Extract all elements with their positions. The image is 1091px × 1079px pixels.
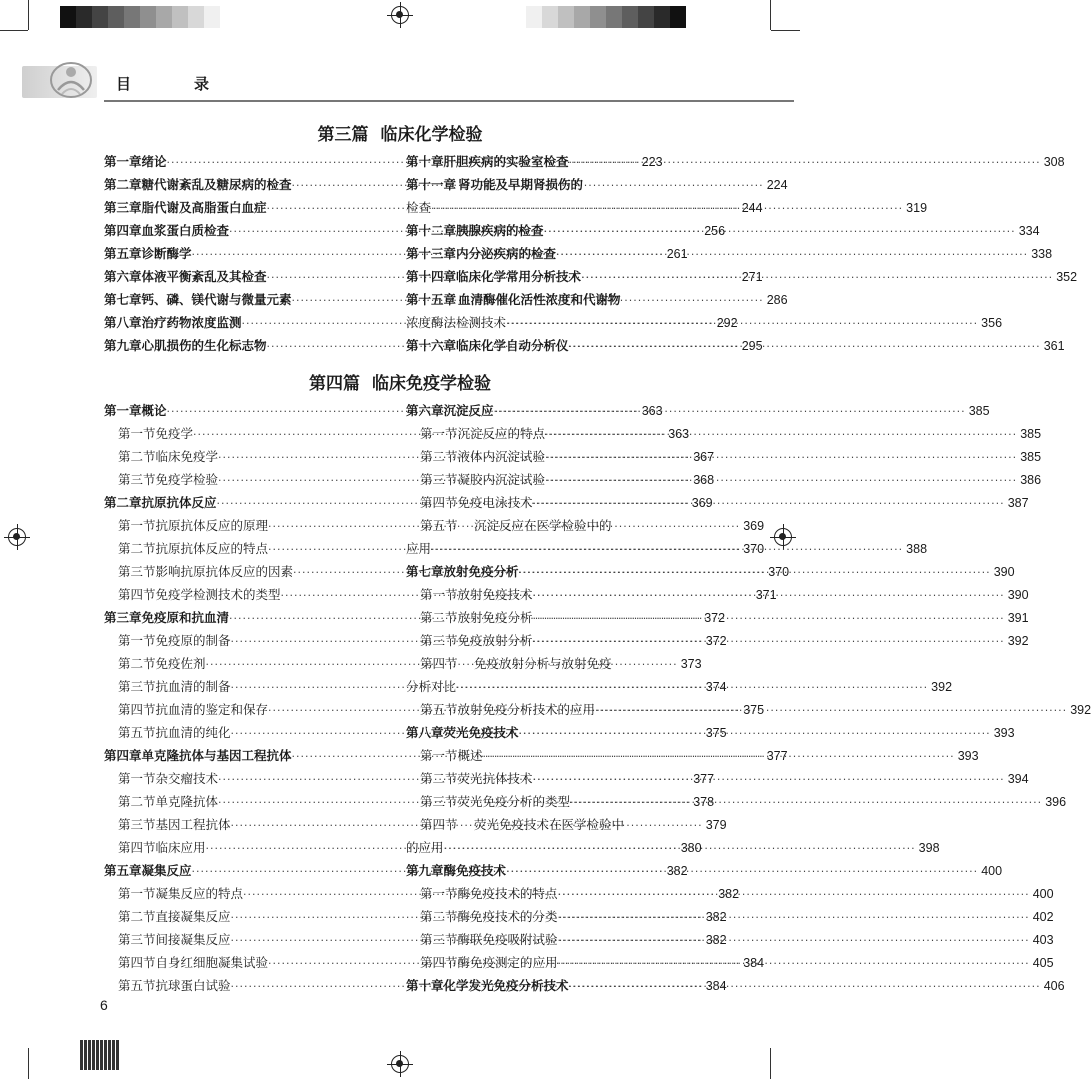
entry-label: 第五节 [420,702,458,717]
part-name: 临床免疫学检验 [372,374,491,394]
entry-label: 第三节 [118,817,156,832]
entry-label: 第二节 [118,909,156,924]
leader-dots [506,312,978,335]
entry-title: 糖代谢紊乱及糖尿病的检查 [141,177,292,192]
entry-title: 肝胆疾病的实验室检查 [443,154,569,169]
entry-label: 第七章 [104,292,142,307]
entry-title: 体液平衡紊乱及其检查 [141,269,267,284]
leader-dots [456,676,928,699]
entry-label: 第二章 [104,177,142,192]
entry-label: 第一节 [420,587,458,602]
entry-title: 放射免疫技术 [457,587,533,602]
leader-dots [533,607,1005,630]
entry-page-number: 384 [705,979,727,993]
entry-title: 治疗药物浓度监测 [141,315,242,330]
entry-title: 免疫原和抗血清 [141,610,230,625]
entry-title: 概论 [141,403,167,418]
entry-page-number: 369 [691,496,713,510]
entry-title: 胰腺疾病的检查 [456,223,544,238]
entry-title: 酶免疫技术的特点 [457,886,558,901]
entry-page-number: 319 [906,201,928,215]
crop-mark [771,30,800,31]
entry-title: 单克隆抗体 [155,794,219,809]
entry-title: 自身红细胞凝集试验 [155,955,269,970]
leader-dots [533,768,1005,791]
entry-label: 第一节 [118,426,156,441]
bottom-trim-bars [80,1040,120,1070]
crop-mark [0,30,28,31]
entry-page-number: 382 [705,933,727,947]
entry-page-number: 391 [1007,611,1029,625]
leader-dots [569,335,1041,358]
entry-page-number: 223 [641,155,663,169]
entry-title: 肾功能及早期肾损伤的 [458,177,584,192]
entry-title: 凝集反应 [141,863,192,878]
entry-label: 第二节 [118,449,156,464]
entry-label: 第六章 [104,269,142,284]
entry-page-number: 368 [693,473,715,487]
entry-label: 第五章 [104,246,142,261]
entry-title: 杂交瘤技术 [155,771,219,786]
entry-title: 抗球蛋白试验 [155,978,231,993]
entry-title: 免疫放射分析 [457,633,533,648]
entry-page-number: 385 [1020,450,1042,464]
entry-page-number: 375 [743,703,765,717]
entry-label: 第十五章 [406,292,457,307]
entry-label: 第四章 [104,223,142,238]
entry-title: 免疫学 [155,426,194,441]
entry-title: 单克隆抗体与基因工程抗体 [141,748,292,763]
leader-dots [431,197,903,220]
entry-page-number: 261 [666,247,688,261]
entry-label: 第三节 [118,564,156,579]
entry-title: 钙、磷、镁代谢与微量元素 [141,292,292,307]
entry-title: 免疫原的制备 [155,633,231,648]
entry-label: 第九章 [104,338,142,353]
entry-page-number: 352 [1056,270,1078,284]
entry-title: 诊断酶学 [141,246,192,261]
entry-page-number: 400 [1032,887,1054,901]
entry-page-number: 292 [716,316,738,330]
entry-title: 脂代谢及高脂蛋白血症 [141,200,267,215]
entry-label: 第七章 [406,564,444,579]
entry-page-number: 384 [743,956,765,970]
toc-section-entry[interactable] [406,422,1042,445]
entry-label: 第二节 [118,794,156,809]
entry-label: 第一节 [420,886,458,901]
entry-title: 影响抗原抗体反应的因素 [155,564,294,579]
entry-title: 免疫放射分析与放射免疫 [474,656,612,671]
entry-title: 抗血清的纯化 [155,725,231,740]
entry-page-number: 390 [993,565,1015,579]
entry-page-number: 386 [1020,473,1042,487]
entry-page-number: 392 [1007,634,1029,648]
entry-page-number: 392 [1070,703,1091,717]
book-logo-icon [48,60,94,100]
entry-page-number: 400 [981,864,1003,878]
entry-title: 酶免疫技术 [443,863,507,878]
entry-title: 临床免疫学 [155,449,219,464]
entry-title: 荧光免疫技术在医学检验中 [474,817,625,832]
entry-label: 第一章 [104,403,142,418]
leader-dots [558,906,1030,929]
entry-label: 第四节 [420,495,458,510]
crop-mark [28,1048,29,1079]
entry-title: 放射免疫分析技术的应用 [457,702,596,717]
leader-dots [570,791,1042,814]
entry-title: 心肌损伤的生化标志物 [141,338,267,353]
entry-label: 第十二章 [406,223,457,238]
entry-title: 抗原抗体反应的特点 [155,541,269,556]
entry-page-number: 385 [1020,427,1042,441]
entry-label: 第二节 [420,449,458,464]
entry-label: 第二章 [104,495,142,510]
registration-mark-top-icon [391,6,409,24]
leader-dots [533,630,1005,653]
color-calibration-strip-left [60,6,220,28]
entry-page-number: 371 [755,588,777,602]
entry-label: 第四节 [118,840,156,855]
entry-label: 第八章 [406,725,444,740]
entry-title: 凝胶内沉淀试验 [457,472,546,487]
entry-label: 第二节 [420,771,458,786]
entry-title: 荧光免疫技术 [443,725,519,740]
entry-page-number: 375 [705,726,727,740]
entry-page-number: 402 [1032,910,1054,924]
entry-label: 第十六章 [406,338,457,353]
entry-page-number: 372 [704,611,726,625]
entry-label: 第三节 [420,932,458,947]
entry-label: 第六章 [406,403,444,418]
entry-label: 第五节 [118,978,156,993]
entry-title: 酶免疫技术的分类 [457,909,558,924]
leader-dots [545,469,1017,492]
entry-page-number: 388 [906,542,928,556]
crop-mark [770,0,771,30]
entry-label: 第十三章 [406,246,457,261]
leader-dots [544,220,1016,243]
entry-page-number: 370 [768,565,790,579]
entry-page-number: 271 [741,270,763,284]
entry-label: 第三节 [420,633,458,648]
entry-title: 应用 [406,541,432,556]
entry-title: 放射免疫分析 [457,610,533,625]
entry-page-number: 380 [680,841,702,855]
entry-label: 第五节 [118,725,156,740]
entry-label: 第十一章 [406,177,457,192]
entry-label: 第一节 [118,633,156,648]
entry-label: 第四节 [420,817,458,832]
entry-title: 抗血清的鉴定和保存 [155,702,269,717]
entry-title: 化学发光免疫分析技术 [443,978,569,993]
entry-page-number: 393 [957,749,979,763]
entry-page-number: 394 [1007,772,1029,786]
entry-label: 第二节 [118,541,156,556]
leader-dots [494,400,966,423]
leader-dots [533,584,1005,607]
leader-dots [569,151,1041,174]
entry-label: 第一节 [118,886,156,901]
entry-page-number: 373 [680,657,702,671]
toc-chapter-entry[interactable] [406,399,990,422]
part-title-clinical-chemistry [0,120,800,145]
entry-title: 血清酶催化活性浓度和代谢物 [458,292,621,307]
entry-page-number: 372 [705,634,727,648]
toc-chapter-entry[interactable] [406,150,1065,173]
entry-page-number: 382 [666,864,688,878]
entry-label: 第三节 [420,794,458,809]
entry-label: 第一章 [104,154,142,169]
entry-title: 血浆蛋白质检查 [141,223,230,238]
entry-label: 第二节 [118,656,156,671]
entry-title: 抗血清的制备 [155,679,231,694]
entry-page-number: 367 [693,450,715,464]
entry-page-number: 406 [1043,979,1065,993]
leader-dots [533,492,1005,515]
entry-label: 第十章 [406,154,444,169]
leader-dots [581,266,1053,289]
entry-page-number: 377 [693,772,715,786]
entry-page-number: 256 [704,224,726,238]
entry-title: 酶免疫测定的应用 [457,955,558,970]
entry-label: 第十章 [406,978,444,993]
entry-label: 第五章 [104,863,142,878]
entry-page-number: 382 [718,887,740,901]
entry-label: 第三节 [420,472,458,487]
leader-dots [595,699,1067,722]
leader-dots [556,243,1028,266]
entry-page-number: 398 [918,841,940,855]
entry-label: 第一节 [118,771,156,786]
color-calibration-strip-right [526,6,686,28]
entry-page-number: 308 [1043,155,1065,169]
header-title: 目 录 [116,75,234,93]
entry-title: 荧光免疫分析的类型 [457,794,571,809]
entry-page-number: 393 [993,726,1015,740]
entry-label: 第九章 [406,863,444,878]
entry-label: 第四节 [118,955,156,970]
toc-chapter-entry[interactable] [406,242,1053,265]
leader-dots [558,952,1030,975]
entry-title: 临床化学常用分析技术 [456,269,582,284]
part-label: 第四篇 [309,374,360,394]
entry-title: 基因工程抗体 [155,817,231,832]
entry-page-number: 390 [1007,588,1029,602]
entry-label: 第四节 [118,587,156,602]
entry-title: 内分泌疾病的检查 [456,246,557,261]
entry-title: 液体内沉淀试验 [457,449,546,464]
leader-dots [431,538,903,561]
entry-label: 第五节 [420,518,458,533]
entry-label: 第二节 [420,610,458,625]
entry-page-number: 356 [981,316,1003,330]
entry-title: 酶联免疫吸附试验 [457,932,558,947]
toc-chapter-entry[interactable] [406,288,679,311]
entry-title: 荧光抗体技术 [457,771,533,786]
entry-title: 临床应用 [155,840,206,855]
entry-title: 沉淀反应 [443,403,494,418]
entry-label: 第三节 [118,679,156,694]
entry-page-number: 387 [1007,496,1029,510]
entry-page-number: 334 [1018,224,1040,238]
entry-title: 免疫电泳技术 [457,495,533,510]
registration-mark-left-icon [8,528,26,546]
entry-label: 第四节 [420,656,458,671]
entry-page-number: 338 [1031,247,1053,261]
entry-page-number: 369 [743,519,765,533]
entry-page-number: 374 [705,680,727,694]
entry-title: 概述 [457,748,483,763]
entry-label: 第四章 [104,748,142,763]
entry-label: 第一节 [420,426,458,441]
entry-label: 第三节 [118,472,156,487]
entry-title: 间接凝集反应 [155,932,231,947]
toc-chapter-entry[interactable] [406,859,1003,882]
entry-page-number: 403 [1032,933,1054,947]
part-label: 第三篇 [317,125,369,145]
entry-label: 第四节 [118,702,156,717]
toc-section-entry[interactable] [406,514,679,537]
entry-page-number: 378 [693,795,715,809]
crop-mark [28,0,29,30]
leader-dots [558,883,1030,906]
entry-page-number: 382 [705,910,727,924]
leader-dots [444,837,916,860]
leader-dots [506,860,978,883]
entry-label: 第十四章 [406,269,457,284]
leader-dots [545,423,1017,446]
part-name: 临床化学检验 [380,125,483,145]
toc-section-entry[interactable] [406,813,679,836]
crop-mark [770,1048,771,1079]
entry-page-number: 286 [766,293,788,307]
registration-mark-bottom-icon [391,1055,409,1073]
entry-title: 抗原抗体反应的原理 [155,518,269,533]
entry-label: 第三章 [104,200,142,215]
entry-page-number: 370 [743,542,765,556]
entry-label: 第四节 [420,955,458,970]
entry-title: 免疫学检测技术的类型 [155,587,281,602]
entry-page-number: 361 [1043,339,1065,353]
leader-dots [519,561,991,584]
entry-page-number: 224 [766,178,788,192]
entry-title: 分析对比 [406,679,457,694]
entry-title: 浓度酶法检测技术 [406,315,507,330]
leader-dots [519,722,991,745]
toc-chapter-entry[interactable] [406,173,679,196]
page-number: 6 [100,997,108,1013]
entry-label: 第三节 [118,932,156,947]
entry-label: 第三章 [104,610,142,625]
entry-page-number: 396 [1045,795,1067,809]
entry-label: 第一节 [118,518,156,533]
entry-page-number: 363 [668,427,690,441]
entry-label: 第二节 [420,909,458,924]
entry-title: 凝集反应的特点 [155,886,244,901]
entry-page-number: 295 [741,339,763,353]
entry-title: 免疫佐剂 [155,656,206,671]
entry-title: 绪论 [141,154,167,169]
leader-dots [545,446,1017,469]
entry-page-number: 379 [705,818,727,832]
entry-title: 放射免疫分析 [443,564,519,579]
entry-page-number: 405 [1032,956,1054,970]
toc-section-entry[interactable] [406,652,679,675]
leader-dots [569,975,1041,998]
entry-title: 沉淀反应的特点 [457,426,546,441]
entry-page-number: 363 [641,404,663,418]
entry-title: 临床化学自动分析仪 [456,338,569,353]
entry-label: 第八章 [104,315,142,330]
entry-title: 检查 [406,200,432,215]
entry-label: 第一节 [420,748,458,763]
entry-page-number: 392 [931,680,953,694]
header-rule [104,100,794,102]
entry-title: 沉淀反应在医学检验中的 [474,518,612,533]
entry-page-number: 385 [968,404,990,418]
leader-dots [483,745,955,768]
entry-title: 抗原抗体反应 [141,495,217,510]
leader-dots [558,929,1030,952]
entry-page-number: 244 [741,201,763,215]
entry-title: 的应用 [406,840,444,855]
part-title-clinical-immunology [0,369,800,394]
entry-title: 直接凝集反应 [155,909,231,924]
entry-title: 免疫学检验 [155,472,219,487]
entry-page-number: 377 [766,749,788,763]
